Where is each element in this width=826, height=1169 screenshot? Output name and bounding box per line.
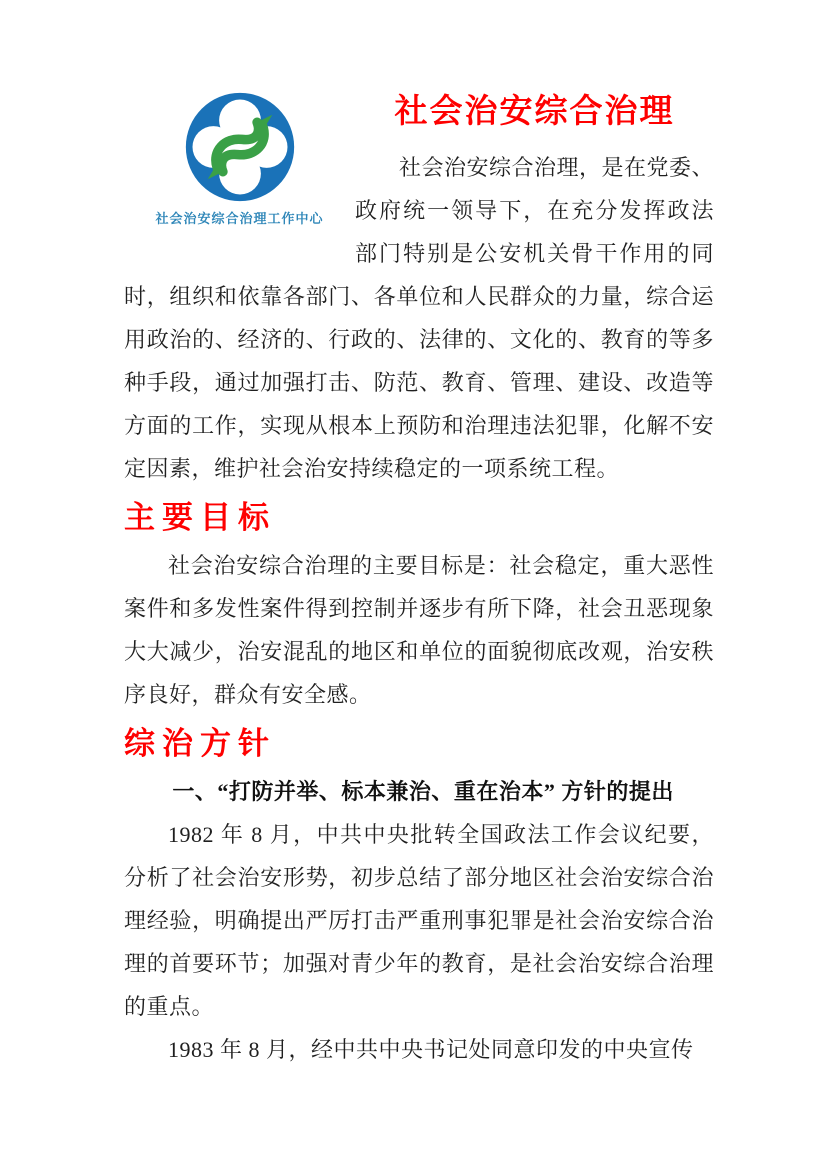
logo-caption: 社会治安综合治理工作中心 (155, 211, 324, 226)
subsection-heading-policy-proposal: 一、“打防并举、标本兼治、重在治本” 方针的提出 (172, 779, 674, 804)
intro-paragraph: 社会治安综合治理，是在党委、政府统一领导下，在充分发挥政法部门特别是公安机关骨干作用的同时，组织和依靠各部门、各单位和人民群众的力量，综合运用政治的、经济的、行政的、法律的、文化的、教育的等多种手段，通过加强打击、防范、教育、管理、建设、改造等方面的工作，实现从根本上预防和治理违法犯罪，化解不安定因素，维护社会治安持续稳定的一项系统工程。 (124, 155, 715, 481)
document-title: 社会治安综合治理 (394, 94, 675, 130)
section-heading-policy: 综治方针 (124, 726, 276, 761)
org-logo (124, 86, 355, 274)
org-logo-icon (179, 90, 301, 204)
document-content (124, 86, 714, 1071)
policy-paragraph-1983: 1983 年 8 月，经中共中央书记处同意印发的中央宣传 (168, 1037, 694, 1062)
main-goals-paragraph: 社会治安综合治理的主要目标是：社会稳定，重大恶性案件和多发性案件得到控制并逐步有所下降，社会丑恶现象大大减少，治安混乱的地区和单位的面貌彻底改观，治安秩序良好，群众有安全感。 (124, 553, 714, 707)
section-heading-main-goals: 主要目标 (124, 500, 276, 535)
policy-paragraph-1982: 1982 年 8 月，中共中央批转全国政法工作会议纪要，分析了社会治安形势，初步总结了部分地区社会治安综合治理经验，明确提出严厉打击严重刑事犯罪是社会治安综合治理的首要环节；加强对青少年的教育，是社会治安综合治理的重点。 (124, 822, 714, 1019)
